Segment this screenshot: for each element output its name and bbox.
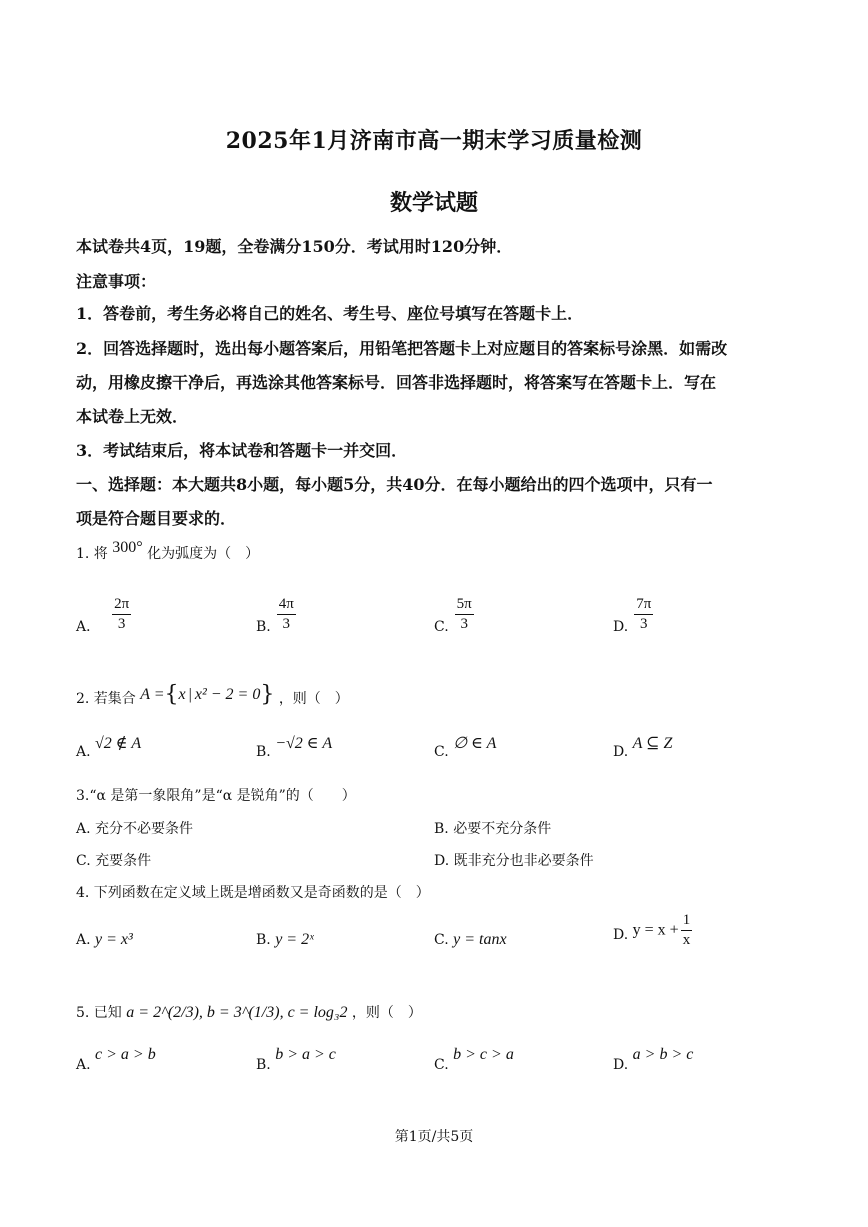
question-4-option-d: D. y = x + $\frac{1}{x}$ <box>613 912 691 948</box>
notice-2-line-3: 本试卷上无效． <box>76 407 189 426</box>
question-3: 3.“α 是第一象限角”是“α 是锐角”的（ ） <box>76 788 356 804</box>
question-1-suffix: 化为弧度为（ ） <box>147 546 260 562</box>
section-1-heading-line-2: 项是符合题目要求的． <box>76 509 237 528</box>
question-4: 4. 下列函数在定义域上既是增函数又是奇函数的是（ ） <box>76 885 430 901</box>
page-number: 第1页/共5页 <box>394 1129 474 1145</box>
question-5-expr: a = 2^(2/3), b = 3^(1/3), c = log₃2 <box>126 1004 348 1021</box>
question-1-option-b: B. $\frac{4\pi}{3}$ <box>256 596 294 635</box>
question-2-set-var: x <box>178 686 186 703</box>
question-2-set-lhs: A = <box>140 686 165 703</box>
notice-1: 1．答卷前，考生务必将自己的姓名、考生号、座位号填写在答题卡上． <box>76 304 584 323</box>
question-4-option-b: B. y = 2ˣ <box>256 931 314 948</box>
question-4-option-c: C. y = tanx <box>434 931 507 948</box>
section-1-heading-line-1: 一、选择题：本大题共8小题，每小题5分，共40分．在每小题给出的四个选项中，只有一 <box>76 475 713 494</box>
question-1-option-d: D. $\frac{7\pi}{3}$ <box>613 596 652 635</box>
question-5-option-a: A. c > a > b <box>76 1046 156 1073</box>
question-1-option-a: A． $\frac{2\pi}{3}$ <box>76 596 130 635</box>
question-3-option-b: B. 必要不充分条件 <box>434 821 552 837</box>
question-5-suffix: ，则（ ） <box>351 1005 422 1021</box>
notice-heading: 注意事项： <box>76 272 157 291</box>
question-1-prefix: 1. 将 <box>76 546 108 562</box>
exam-summary: 本试卷共4页，19题，全卷满分150分．考试用时120分钟． <box>76 237 513 256</box>
question-5-option-d: D. a > b > c <box>613 1046 694 1073</box>
notice-3: 3．考试结束后，将本试卷和答题卡一并交回． <box>76 441 408 460</box>
question-4-option-a: A. y = x³ <box>76 931 133 948</box>
question-3-option-a: A. 充分不必要条件 <box>76 821 194 837</box>
question-1-option-c: C. $\frac{5\pi}{3}$ <box>434 596 472 635</box>
notice-2-line-2: 动，用橡皮擦干净后，再选涂其他答案标号．回答非选择题时，将答案写在答题卡上．写在 <box>76 373 717 392</box>
question-3-option-c: C. 充要条件 <box>76 853 152 869</box>
question-5-prefix: 5. 已知 <box>76 1005 122 1021</box>
question-3-option-d: D. 既非充分也非必要条件 <box>434 853 594 869</box>
question-2-set-condition: x² − 2 = 0 <box>194 686 261 703</box>
question-5-option-b: B. b > a > c <box>256 1046 336 1073</box>
notice-2-line-1: 2．回答选择题时，选出每小题答案后，用铅笔把答题卡上对应题目的答案标号涂黑．如需改 <box>76 339 728 358</box>
question-2-option-d: D. A ⊆ Z <box>613 735 673 760</box>
question-1 <box>76 539 260 563</box>
question-1-expr: 300° <box>112 539 143 556</box>
exam-subtitle: 数学试题 <box>389 190 478 216</box>
question-5-option-c: C. b > c > a <box>434 1046 514 1073</box>
question-2-option-c: C. ∅ ∈ A <box>434 735 497 760</box>
question-2-option-b: B. −√2 ∈ A <box>256 735 333 760</box>
question-2-suffix: ，则（ ） <box>278 691 349 707</box>
question-5 <box>76 1002 422 1022</box>
question-2-option-a: A. √2 ∉ A <box>76 735 142 760</box>
question-2: 2. 若集合 A ={x | x² − 2 = 0} ，则（ ） <box>76 682 349 707</box>
question-2-prefix: 2. 若集合 <box>76 691 136 707</box>
exam-title: 2025年1月济南市高一期末学习质量检测 <box>225 128 643 154</box>
